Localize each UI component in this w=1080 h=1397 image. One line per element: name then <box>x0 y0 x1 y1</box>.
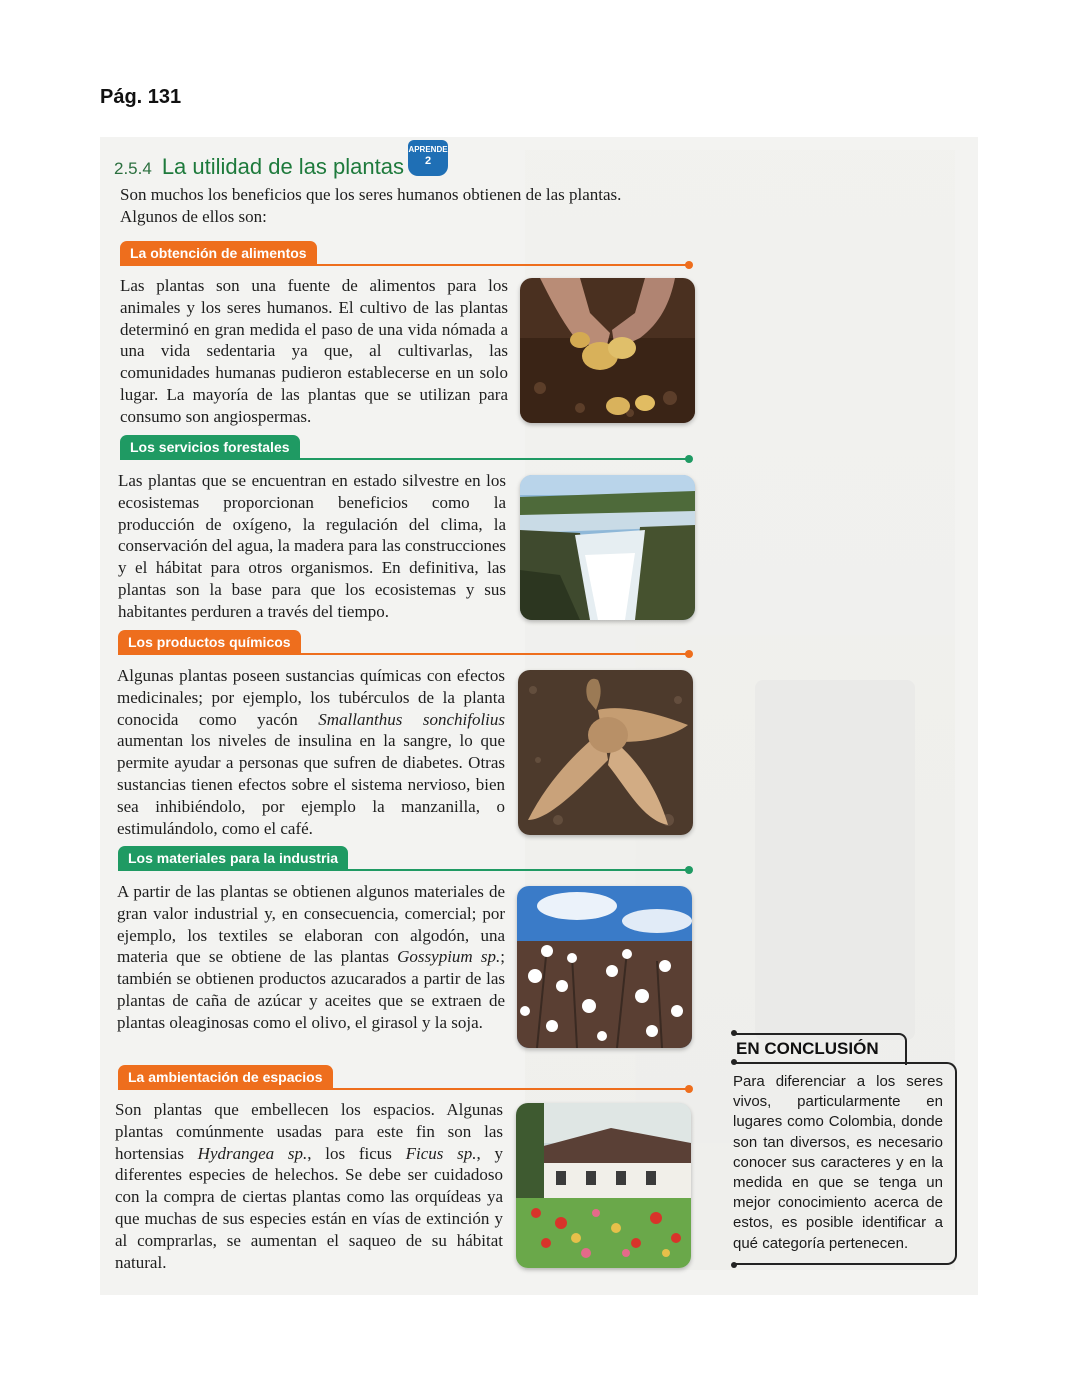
species-name: Gossypium sp. <box>397 947 501 967</box>
garden-house-photo <box>516 1103 691 1268</box>
text-run: aumentan los niveles de insulina en la sangre, lo que permite ayudar a personas que sufren de diabetes. Otras sustancias tienen efectos sobre el sistema nervioso, bien sea inhibiéndolo, por ejemplo la manzanilla, o estimulándolo, como el café. <box>117 731 505 838</box>
block-rule <box>118 869 690 871</box>
species-name: Hydrangea sp. <box>197 1143 308 1163</box>
section-number: 2.5.4 <box>114 159 152 178</box>
block-tag-chemicals: Los productos químicos <box>118 630 301 654</box>
block-tag-forest: Los servicios forestales <box>120 435 300 459</box>
badge-number: 2 <box>424 154 432 167</box>
text-run: ; también se obtienen productos azucarados a partir de las plantas de caña de azúcar y aceites que se extraen de plantas oleaginosas como el olivo, el girasol y la soja. <box>117 947 506 1032</box>
text-run: A partir de las plantas se obtienen algunos materiales de gran valor industrial y, en consecuencia, comercial; por ejemplo, los textiles se elaboran con algodón, una materia que se obtiene de las plantas <box>117 882 505 967</box>
block-tag-food: La obtención de alimentos <box>120 241 317 265</box>
yacon-tubers-photo <box>518 670 693 835</box>
block-text-spaces <box>115 1099 503 1273</box>
text-run: , los ficus <box>307 1143 406 1163</box>
block-tag-industry: Los materiales para la industria <box>118 846 348 870</box>
conclusion-dot <box>731 1059 737 1065</box>
text-run: Son plantas que embellecen los espacios. Algunas plantas comúnmente usadas para este fin son las hortensias <box>115 1100 503 1163</box>
block-rule <box>120 458 690 460</box>
section-intro: Son muchos los beneficios que los seres humanos obtienen de las plantas. Algunos de ellos son: <box>120 185 622 226</box>
cotton-field-photo <box>517 886 692 1048</box>
aprende-badge-icon <box>408 140 448 176</box>
block-rule <box>118 1088 690 1090</box>
section-heading <box>114 154 404 180</box>
species-name: Smallanthus sonchifolius <box>318 709 506 729</box>
conclusion-title: EN CONCLUSIÓN <box>736 1039 879 1058</box>
species-name: Ficus sp. <box>405 1143 477 1163</box>
block-text-chemicals <box>117 665 505 839</box>
conclusion-dot <box>731 1262 737 1268</box>
text-run: Algunas plantas poseen sustancias químicas con efectos medicinales; por ejemplo, los tubérculos de la planta conocida como yacón <box>117 666 505 729</box>
block-text-food: Las plantas son una fuente de alimentos para los animales y los seres humanos. El cultivo de las plantas determinó en gran medida el paso de una vida nómada a una vida sedentaria ya que, al cultivarlas, las comunidades humanas pudieron establecerse en un solo lugar. La mayoría de las plantas que se utilizan para consumo son angiospermas. <box>120 276 508 426</box>
block-rule <box>120 264 690 266</box>
text-run: , y diferentes especies de helechos. Se debe ser cuidadoso con la compra de ciertas plantas como las orquídeas ya que muchas de sus especies están en vías de extinción y al comprarlas, se aumentan el saqueo de su hábitat natural. <box>115 1143 503 1272</box>
badge-label: APRENDE <box>408 145 448 154</box>
block-tag-spaces: La ambientación de espacios <box>118 1065 333 1089</box>
block-text-forest: Las plantas que se encuentran en estado silvestre en los ecosistemas proporcionan beneficios como la producción de oxígeno, la regulación del clima, la conservación del agua, la madera para las construcciones y el hábitat para otros organismos. En definitiva, las plantas son la base para que los ecosistemas y sus habitantes perduren a través del tiempo. <box>118 471 506 621</box>
block-rule <box>118 653 690 655</box>
conclusion-dot <box>731 1030 737 1036</box>
section-title: La utilidad de las plantas <box>161 154 404 179</box>
potatoes-in-hands-photo <box>520 278 695 423</box>
page-label: Pág. 131 <box>100 86 182 108</box>
block-text-industry <box>117 881 505 1034</box>
waterfall-forest-photo <box>520 475 695 620</box>
bleed-through-box <box>755 870 915 1040</box>
bleed-through-box <box>755 680 915 890</box>
conclusion-text: Para diferenciar a los seres vivos, particularmente en lugares como Colombia, donde son tan diversos, es necesario conocer sus caracteres y en la medida en que se tenga un mejor conocimiento acerca de estos, es posible identificar a qué categoría pertenecen. <box>733 1073 943 1252</box>
